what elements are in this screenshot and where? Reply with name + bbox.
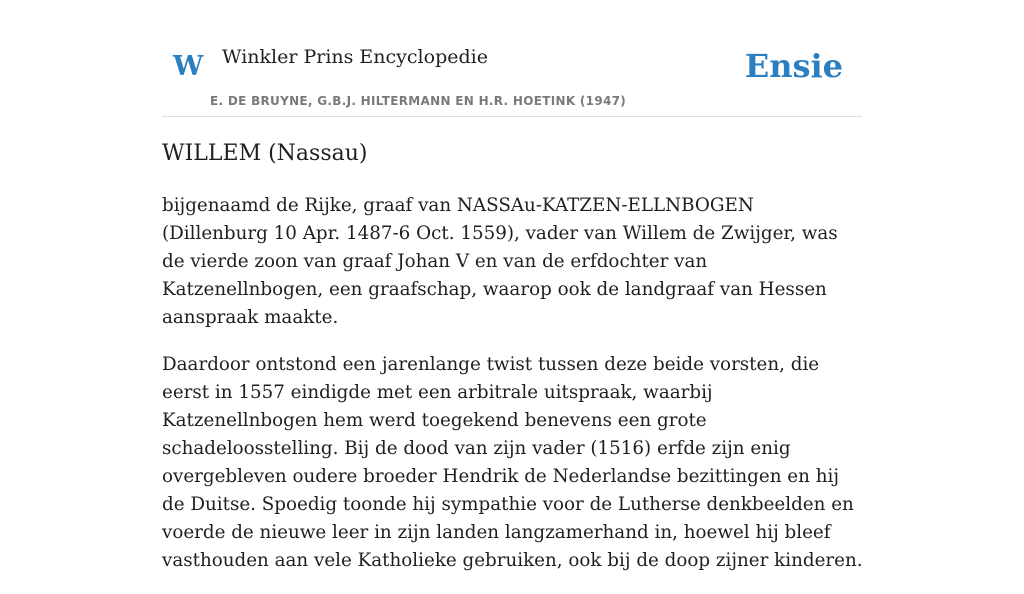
article-paragraph: bijgenaamd de Rijke, graaf van NASSAu-KATZEN-ELLNBOGEN (Dillenburg 10 Apr. 1487-6 Oct. 1559), vader van Willem de Zwijger, was de vierde zoon van graaf Johan V en van de erfdochter van Katzenellnbogen, een graafschap, waarop ook de landgraaf van Hessen aanspraak maakte. xyxy=(162,195,838,328)
winkler-prins-logo[interactable]: W xyxy=(173,51,204,82)
article-title: WILLEM (Nassau) xyxy=(162,141,368,166)
encyclopedia-authors: E. DE BRUYNE, G.B.J. HILTERMANN EN H.R. HOETINK (1947) xyxy=(210,94,627,108)
encyclopedia-header xyxy=(162,40,862,117)
ensie-logo[interactable]: Ensie xyxy=(744,47,843,85)
encyclopedia-title[interactable]: Winkler Prins Encyclopedie xyxy=(222,46,488,68)
article-body xyxy=(162,192,864,594)
article-paragraph: Daardoor ontstond een jarenlange twist tussen deze beide vorsten, die eerst in 1557 eindigde met een arbitrale uitspraak, waarbij Katzenellnbogen hem werd toegekend benevens een grote schadeloosstelling. Bij de dood van zijn vader (1516) erfde zijn enig overgebleven oudere broeder Hendrik de Nederlandse bezittingen en hij de Duitse. Spoedig toonde hij sympathie voor de Lutherse denkbeelden en voerde de nieuwe leer in zijn landen langzamerhand in, hoewel hij bleef vasthouden aan vele Katholieke gebruiken, ook bij de doop zijner kinderen. xyxy=(162,354,863,571)
